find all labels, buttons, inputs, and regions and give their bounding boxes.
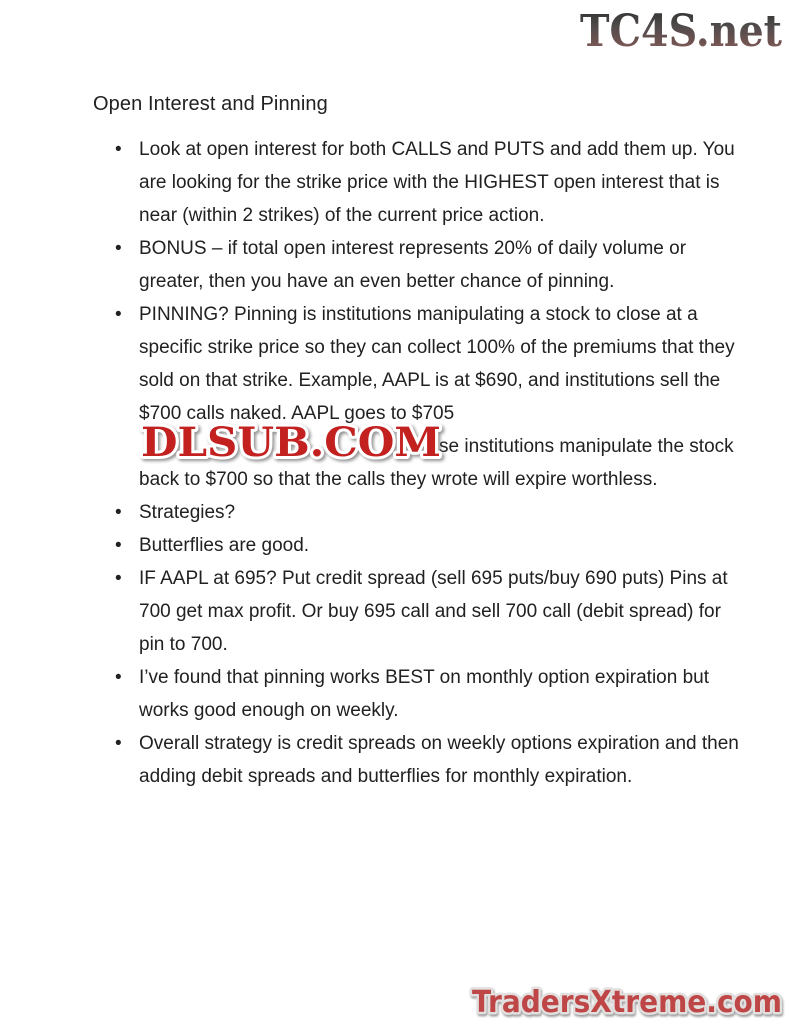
bullet-item-pinning-best	[139, 661, 751, 727]
bullet-item-open-interest	[139, 133, 751, 232]
bullet-text: I’ve found that pinning works BEST on monthly option expiration but works good enough on weekly.	[139, 667, 709, 721]
bullet-text: Butterflies are good.	[139, 535, 310, 556]
bullet-item-overall-strategy	[139, 727, 751, 793]
bullet-text-before-watermark: PINNING? Pinning is institutions manipulating a stock to close at a specific strike price so they can collect 100% of the premiums that they sold on that strike. Example, AAPL is at $690, and institutions sell the $700 calls naked. AAPL goes to $705	[139, 304, 735, 424]
dlsub-watermark-text: DLSUB.COM	[141, 419, 441, 465]
tradersxtreme-logo-text: TradersXtreme.com	[472, 985, 782, 1020]
bullet-item-butterflies	[139, 529, 751, 562]
bullet-text: BONUS – if total open interest represents 20% of daily volume or greater, then you have an even better chance of pinning.	[139, 238, 687, 292]
bullet-item-bonus	[139, 232, 751, 298]
bullet-item-strategies	[139, 496, 751, 529]
tradersxtreme-logo	[466, 980, 788, 1022]
dlsub-watermark	[132, 419, 450, 465]
bullet-text: Strategies?	[139, 502, 236, 523]
tc4s-logo-text: TC4S.net	[580, 6, 783, 57]
watermark-gap	[139, 419, 441, 465]
bullet-item-if-aapl	[139, 562, 751, 661]
bullet-text-after-watermark: se institutions manipulate the stock back to $700 so that the calls they wrote will expire worthless.	[139, 436, 734, 490]
bullet-text: Look at open interest for both CALLS and PUTS and add them up. You are looking for the strike price with the HIGHEST open interest that is near (within 2 strikes) of the current price action.	[139, 139, 735, 226]
bullet-item-pinning	[139, 298, 751, 496]
bullet-list	[93, 133, 751, 793]
bullet-text: Overall strategy is credit spreads on weekly options expiration and then adding debit spreads and butterflies for monthly expiration.	[139, 733, 739, 787]
tc4s-logo	[575, 5, 787, 57]
bullet-text: IF AAPL at 695? Put credit spread (sell 695 puts/buy 690 puts) Pins at 700 get max profit. Or buy 695 call and sell 700 call (debit spread) for pin to 700.	[139, 568, 728, 655]
page-title: Open Interest and Pinning	[93, 93, 328, 115]
